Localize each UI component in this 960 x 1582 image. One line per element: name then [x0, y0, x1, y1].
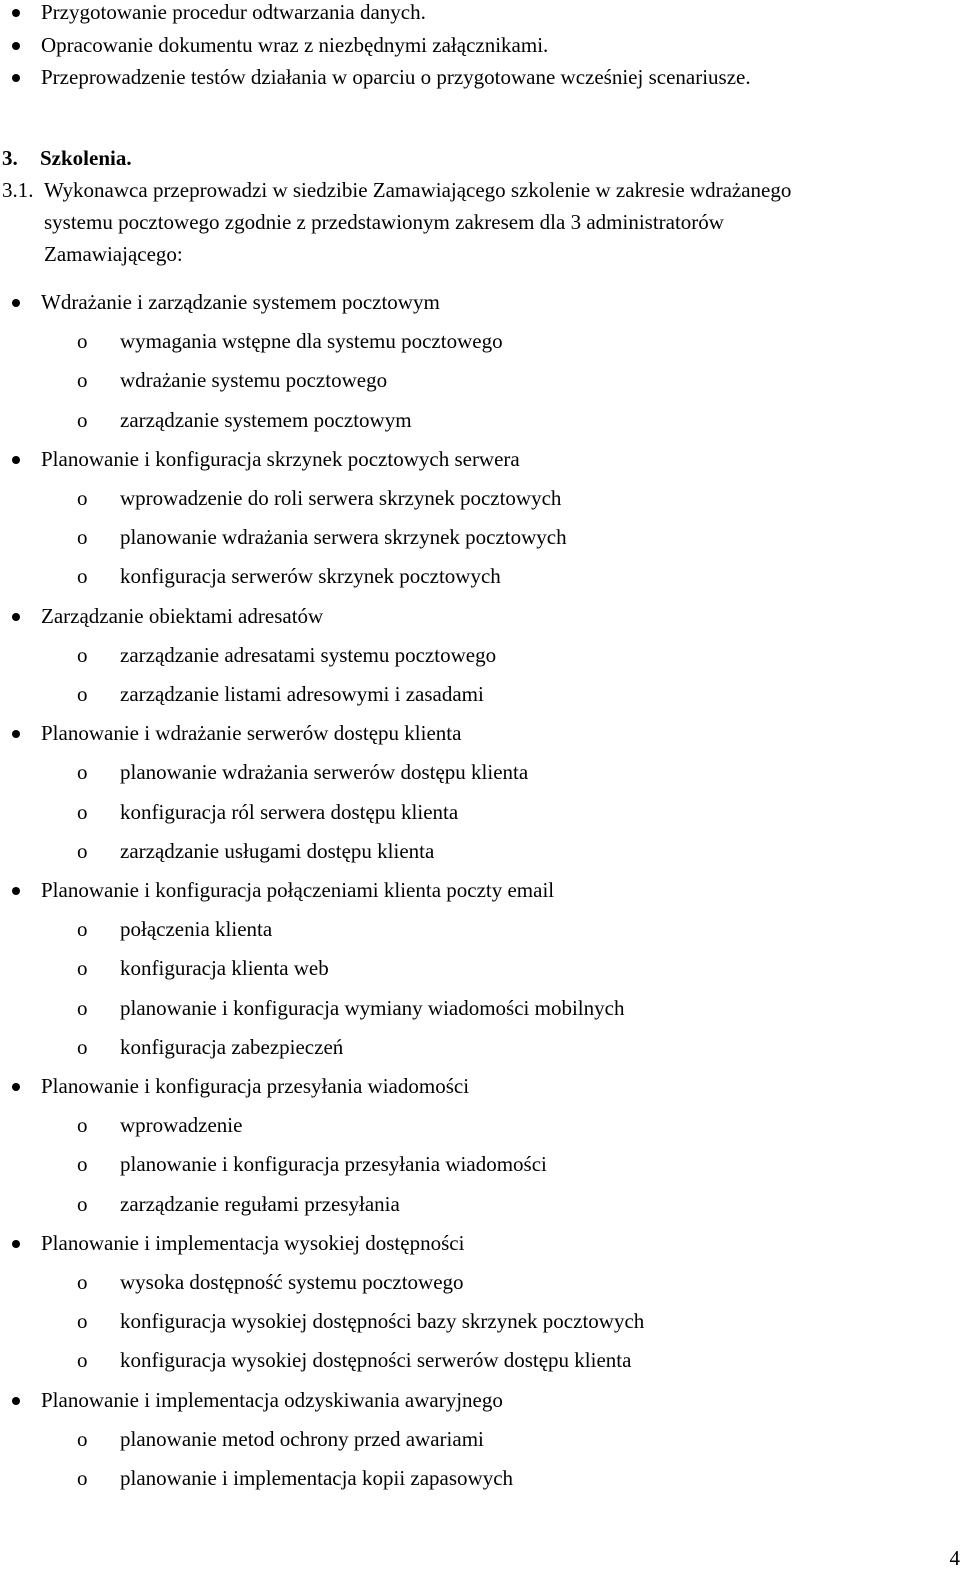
- bullet-icon: [12, 1397, 20, 1405]
- list-item-text: Przeprowadzenie testów działania w oparciu o przygotowane wcześniej scenariusze.: [41, 65, 751, 89]
- circle-bullet-icon: o: [77, 956, 88, 981]
- subtopic-text: połączenia klienta: [120, 917, 273, 942]
- circle-bullet-icon: o: [77, 642, 88, 667]
- circle-bullet-icon: o: [77, 995, 88, 1020]
- subtopic-text: planowanie i implementacja kopii zapasowych: [120, 1466, 514, 1490]
- circle-bullet-icon: o: [77, 760, 88, 785]
- bullet-icon: [12, 1240, 20, 1248]
- circle-bullet-icon: o: [77, 1466, 88, 1490]
- circle-bullet-icon: o: [77, 329, 88, 354]
- circle-bullet-icon: o: [77, 564, 88, 589]
- section-number: 3.: [2, 146, 18, 170]
- subtopic-text: zarządzanie usługami dostępu klienta: [120, 838, 435, 863]
- topic-title: Zarządzanie obiektami adresatów: [41, 603, 324, 628]
- circle-bullet-icon: o: [77, 799, 88, 824]
- subtopic-text: wysoka dostępność systemu pocztowego: [120, 1270, 464, 1294]
- circle-bullet-icon: o: [77, 1270, 88, 1294]
- subsection-number: 3.1.: [2, 178, 34, 202]
- bullet-icon: [12, 74, 20, 82]
- subtopic-text: planowanie wdrażania serwerów dostępu klienta: [120, 760, 529, 785]
- subtopic-text: konfiguracja serwerów skrzynek pocztowych: [120, 564, 501, 589]
- bullet-icon: [12, 456, 20, 464]
- page-number: 4: [949, 1546, 960, 1570]
- circle-bullet-icon: o: [77, 917, 88, 942]
- subtopic-text: konfiguracja wysokiej dostępności bazy skrzynek pocztowych: [120, 1309, 645, 1334]
- subtopic-text: zarządzanie systemem pocztowym: [120, 407, 412, 432]
- subtopic-text: konfiguracja klienta web: [120, 956, 329, 981]
- circle-bullet-icon: o: [77, 525, 88, 550]
- bullet-icon: [12, 9, 20, 17]
- subtopic-text: wdrażanie systemu pocztowego: [120, 368, 388, 393]
- topic-title: Planowanie i wdrażanie serwerów dostępu klienta: [41, 721, 462, 746]
- circle-bullet-icon: o: [77, 486, 88, 510]
- bullet-icon: [12, 887, 20, 895]
- circle-bullet-icon: o: [77, 1426, 88, 1451]
- circle-bullet-icon: o: [77, 1191, 88, 1216]
- subtopic-text: wymagania wstępne dla systemu pocztowego: [120, 329, 503, 354]
- subtopic-text: wprowadzenie: [120, 1113, 243, 1138]
- bullet-icon: [12, 730, 20, 738]
- subtopic-text: zarządzanie listami adresowymi i zasadami: [120, 682, 484, 706]
- topic-title: Planowanie i konfiguracja połączeniami klienta poczty email: [41, 878, 555, 902]
- subtopic-text: planowanie metod ochrony przed awariami: [120, 1426, 484, 1451]
- bullet-icon: [12, 1083, 20, 1091]
- topic-title: Planowanie i implementacja wysokiej dostępności: [41, 1230, 465, 1255]
- topic-title: Wdrażanie i zarządzanie systemem pocztowym: [41, 290, 440, 314]
- subtopic-text: planowanie i konfiguracja przesyłania wiadomości: [120, 1152, 547, 1177]
- subtopic-text: konfiguracja wysokiej dostępności serwerów dostępu klienta: [120, 1348, 632, 1373]
- circle-bullet-icon: o: [77, 1113, 88, 1138]
- subtopic-text: zarządzanie adresatami systemu pocztowego: [120, 642, 497, 667]
- paragraph-line: systemu pocztowego zgodnie z przedstawionym zakresem dla 3 administratorów: [44, 210, 724, 234]
- list-item-text: Opracowanie dokumentu wraz z niezbędnymi załącznikami.: [41, 33, 549, 57]
- bullet-icon: [12, 42, 20, 50]
- topic-title: Planowanie i konfiguracja skrzynek pocztowych serwera: [41, 446, 520, 471]
- subtopic-text: konfiguracja zabezpieczeń: [120, 1034, 344, 1059]
- bullet-icon: [12, 299, 20, 307]
- topic-title: Planowanie i implementacja odzyskiwania awaryjnego: [41, 1387, 503, 1412]
- list-item-text: Przygotowanie procedur odtwarzania danych.: [41, 0, 426, 24]
- circle-bullet-icon: o: [77, 682, 88, 706]
- subtopic-text: zarządzanie regułami przesyłania: [120, 1191, 400, 1216]
- circle-bullet-icon: o: [77, 838, 88, 863]
- section-title: Szkolenia.: [40, 146, 132, 170]
- circle-bullet-icon: o: [77, 1309, 88, 1334]
- circle-bullet-icon: o: [77, 1348, 88, 1373]
- subtopic-text: wprowadzenie do roli serwera skrzynek pocztowych: [120, 486, 562, 510]
- circle-bullet-icon: o: [77, 368, 88, 393]
- bullet-icon: [12, 613, 20, 621]
- paragraph-line: Wykonawca przeprowadzi w siedzibie Zamawiającego szkolenie w zakresie wdrażanego: [44, 178, 792, 202]
- paragraph-line: Zamawiającego:: [44, 242, 183, 266]
- topic-title: Planowanie i konfiguracja przesyłania wiadomości: [41, 1074, 470, 1098]
- circle-bullet-icon: o: [77, 1152, 88, 1177]
- circle-bullet-icon: o: [77, 407, 88, 432]
- subtopic-text: planowanie wdrażania serwera skrzynek pocztowych: [120, 525, 567, 550]
- subtopic-text: konfiguracja ról serwera dostępu klienta: [120, 799, 459, 824]
- circle-bullet-icon: o: [77, 1034, 88, 1059]
- subtopic-text: planowanie i konfiguracja wymiany wiadomości mobilnych: [120, 995, 625, 1020]
